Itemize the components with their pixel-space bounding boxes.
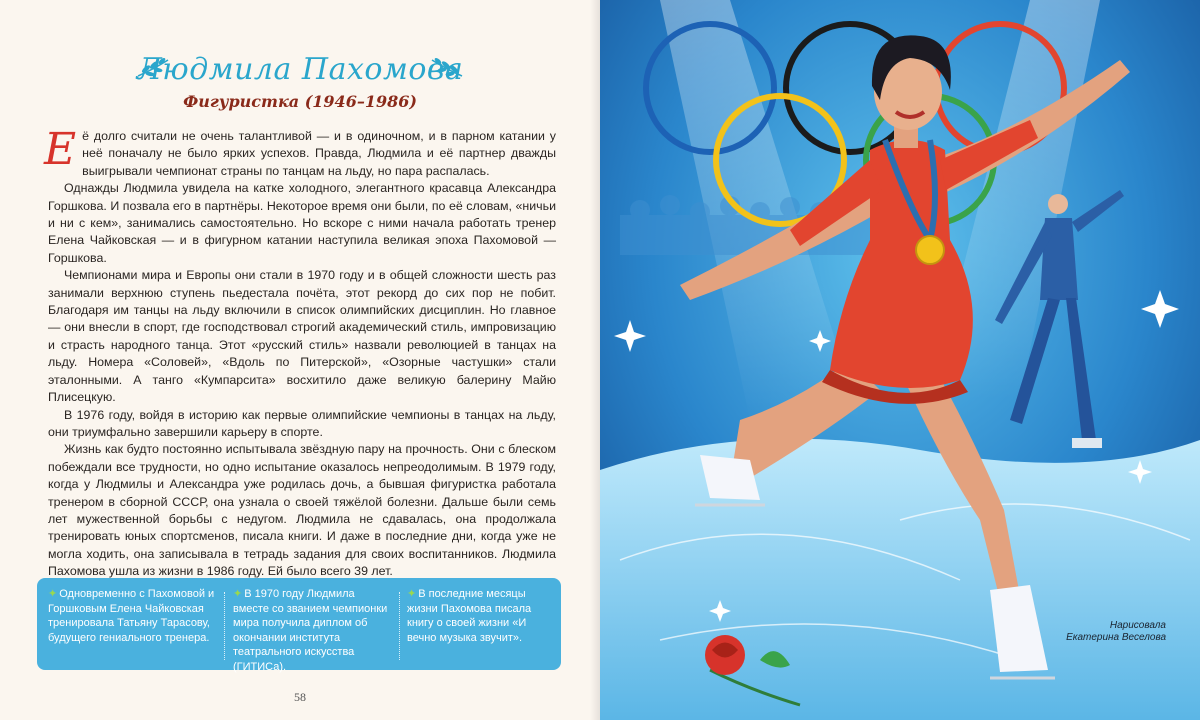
facts-divider — [399, 592, 400, 660]
illustrator-credit — [1066, 620, 1166, 644]
fact-text: В 1970 году Людмила вместе со званием чемпионки мира получила диплом об окончании института театрального искусства (ГИТИСа). — [233, 588, 388, 673]
facts-divider — [224, 592, 225, 660]
facts-box — [37, 578, 561, 673]
star-icon: ✦ — [233, 588, 243, 600]
gold-medal-icon — [916, 236, 944, 264]
fact-text: Одновременно с Пахомовой и Горшковым Елена Чайковская тренировала Татьяну Тарасову, будущего гениального тренера. — [48, 588, 215, 644]
fact-3 — [407, 587, 553, 645]
page-title: Людмила Пахомова — [136, 52, 464, 87]
star-icon: ✦ — [48, 588, 58, 600]
drop-cap: Е — [44, 124, 77, 175]
star-icon: ✦ — [407, 588, 417, 600]
illustration-page — [600, 0, 1200, 720]
paragraph-5: Жизнь как будто постоянно испытывала звёздную пару на прочность. Они с блеском побеждали все трудности, но одно испытание оказалось непреодолимым. В 1979 году, когда у Людмилы и Александра уже родилась дочь, а бывшая фигуристка работала тренером в сборной СССР, она узнала о своей тяжёлой болезни. Дальше были семь лет мужественной борьбы с недугом. Людмила не сдавалась, она продолжала тренировать юных спортсменов, писала книги. И даже в последние дни, когда уже не могла ходить, она записывала в тетрадь задания для своих воспитанников. Людмила Пахомова ушла из жизни в 1986 году. Ей было всего 39 лет. — [48, 442, 556, 579]
credit-line-1: Нарисовала — [1109, 620, 1166, 631]
article-body — [44, 124, 556, 581]
paragraph-3: Чемпионами мира и Европы они стали в 1970 году и в общей сложности шесть раз занимали верхнюю ступень пьедестала почёта, этот рекорд до сих пор не побит. Благодаря им танцы на льду включили в список олимпийских дисциплин. Но главное — они внесли в спорт, где господствовал строгий академический стиль, импровизацию и страсть народного танца. Этот «русский стиль» назвали революцией в танцах на льду. Номера «Соловей», «Вдоль по Питерской», «Озорные частушки» стали эталонными. А танго «Кумпарсита» восхитило даже великую балерину Майю Плисецкую. — [48, 268, 556, 405]
paragraph-text: ё долго считали не очень талантливой — и в одиночном, и в парном катании у неё поначалу не было ярких успехов. Правда, Людмила и её партнер дважды выигрывали чемпионат страны по танцам на льду, но пара распалась. — [82, 129, 556, 178]
page-subtitle: Фигуристка (1946–1986) — [183, 92, 417, 111]
ice-surface — [600, 439, 1200, 720]
paragraph-4: В 1976 году, войдя в историю как первые олимпийские чемпионы в танцах на льду, они триумфально завершили карьеру в спорте. — [48, 407, 556, 439]
fact-text: В последние месяцы жизни Пахомова писала книгу о своей жизни «И вечно музыка звучит». — [407, 588, 532, 644]
paragraph-2: Однажды Людмила увидела на катке холодного, элегантного красавца Александра Горшкова. И позвала его в партнёры. Некоторое время они были, по её словам, «ничьи и ни с кем», занимались самостоятельно. Но вскоре с ними начала работать тренер Елена Чайковская — и в фигурном катании наступила великая эпоха Пахомовой — Горшкова. — [48, 181, 556, 265]
fact-1 — [48, 587, 216, 645]
title-row — [0, 52, 600, 87]
fact-2 — [233, 587, 391, 674]
page-number: 58 — [294, 690, 306, 704]
credit-line-2: Екатерина Веселова — [1066, 632, 1166, 643]
skater-illustration — [600, 0, 1200, 720]
paragraph-1 — [44, 124, 556, 180]
